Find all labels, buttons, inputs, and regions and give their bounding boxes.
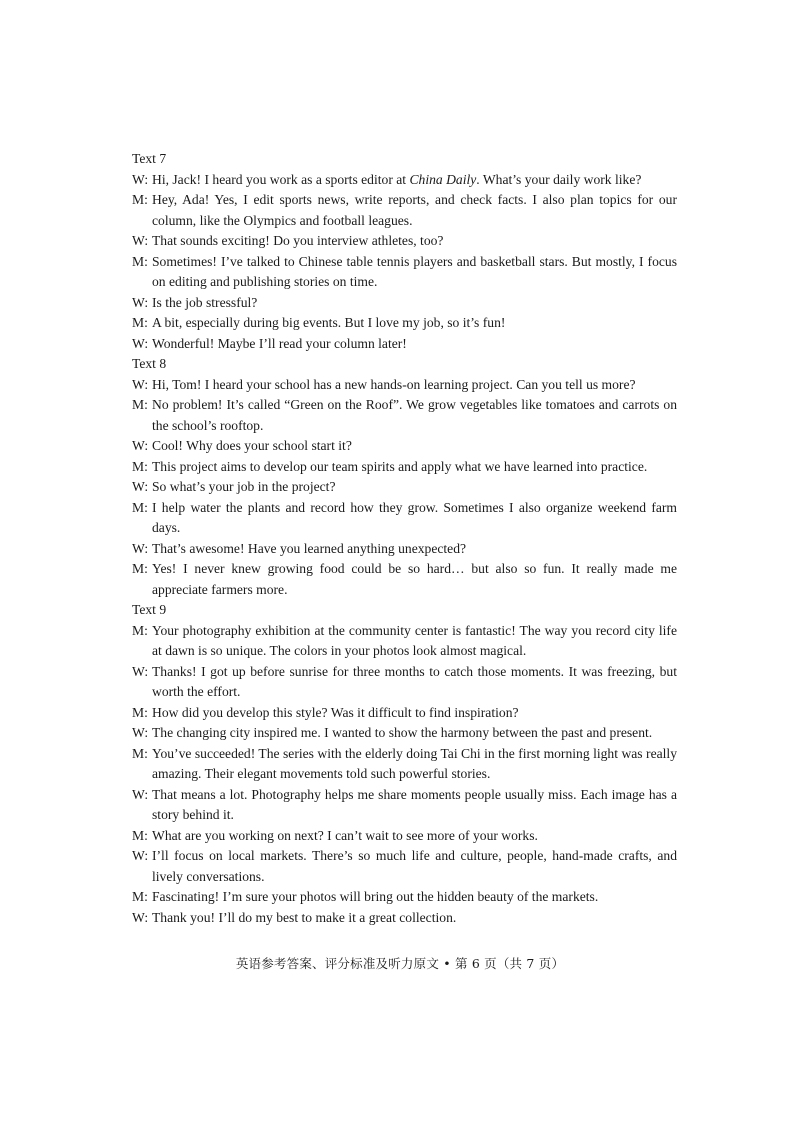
dialogue-line xyxy=(132,744,677,785)
speaker-label: W: xyxy=(132,663,149,679)
speaker-label: M: xyxy=(132,889,148,904)
dialogue-line xyxy=(132,846,677,887)
speaker-label: W: xyxy=(132,294,149,310)
dialogue-line xyxy=(132,252,677,293)
line-text: This project aims to develop our team spirits and apply what we have learned into practice. xyxy=(152,458,648,474)
speaker-label: W: xyxy=(132,479,149,494)
speaker-label: W: xyxy=(132,335,149,351)
section-title: Text 8 xyxy=(132,356,167,371)
speaker-label: W: xyxy=(132,376,149,392)
speaker-label: M: xyxy=(132,315,148,330)
dialogue-line xyxy=(132,395,677,436)
page-footer: 英语参考答案、评分标准及听力原文 • 第 6 页（共 7 页） xyxy=(235,956,565,971)
speaker-label: M: xyxy=(132,827,148,843)
speaker-label: W: xyxy=(132,909,149,925)
line-text: The changing city inspired me. I wanted to show the harmony between the past and present. xyxy=(152,725,653,740)
dialogue-line xyxy=(132,908,677,929)
speaker-label: M: xyxy=(132,499,148,515)
speaker-label: W: xyxy=(132,438,149,453)
speaker-label: M: xyxy=(132,745,148,761)
line-text: I help water the plants and record how they grow. Sometimes I also organize weekend farm days. xyxy=(152,499,677,535)
section-title: Text 9 xyxy=(132,602,167,617)
section-text-8 xyxy=(132,354,677,600)
dialogue-line xyxy=(132,723,677,744)
dialogue-line xyxy=(132,457,677,478)
dialogue-line xyxy=(132,231,677,252)
speaker-label: W: xyxy=(132,233,149,248)
dialogue-line xyxy=(132,785,677,826)
section-text-9 xyxy=(132,600,677,928)
speaker-label: M: xyxy=(132,397,148,412)
line-text: Sometimes! I’ve talked to Chinese table tennis players and basketball stars. But mostly, I focus on editing and publishing stories on time. xyxy=(152,253,677,289)
line-text: That sounds exciting! Do you interview athletes, too? xyxy=(152,233,444,248)
line-text: Hi, Jack! I heard you work as a sports editor at xyxy=(152,171,410,187)
line-text: . What’s your daily work like? xyxy=(476,171,642,187)
speaker-label: W: xyxy=(132,171,149,187)
speaker-label: M: xyxy=(132,704,148,720)
dialogue-line xyxy=(132,477,677,498)
speaker-label: M: xyxy=(132,561,148,576)
line-text: That means a lot. Photography helps me share moments people usually miss. Each image has a story behind it. xyxy=(152,786,677,822)
line-text: How did you develop this style? Was it difficult to find inspiration? xyxy=(152,704,519,720)
speaker-label: W: xyxy=(132,725,149,740)
dialogue-line xyxy=(132,436,677,457)
dialogue-line xyxy=(132,498,677,539)
line-text: Hi, Tom! I heard your school has a new hands-on learning project. Can you tell us more? xyxy=(152,376,636,392)
line-text: No problem! It’s called “Green on the Roof”. We grow vegetables like tomatoes and carrots on the school’s rooftop. xyxy=(152,397,677,433)
section-title: Text 7 xyxy=(132,151,167,166)
line-text: Cool! Why does your school start it? xyxy=(152,438,352,453)
dialogue-line xyxy=(132,190,677,231)
line-text: Wonderful! Maybe I’ll read your column later! xyxy=(152,335,407,351)
dialogue-line xyxy=(132,539,677,560)
line-text: Thank you! I’ll do my best to make it a great collection. xyxy=(152,909,457,925)
dialogue-line xyxy=(132,887,677,908)
dialogue-line xyxy=(132,170,677,191)
dialogue-line xyxy=(132,662,677,703)
speaker-label: M: xyxy=(132,458,148,474)
newspaper-name: China Daily xyxy=(409,171,477,187)
line-text: What are you working on next? I can’t wait to see more of your works. xyxy=(152,827,538,843)
transcript-body xyxy=(132,149,677,928)
line-text: Hey, Ada! Yes, I edit sports news, write reports, and check facts. I also plan topics for our column, like the Olympics and football leagues. xyxy=(152,192,677,228)
line-text: Is the job stressful? xyxy=(152,294,258,310)
dialogue-line xyxy=(132,826,677,847)
line-text: That’s awesome! Have you learned anything unexpected? xyxy=(152,540,467,556)
line-text: You’ve succeeded! The series with the elderly doing Tai Chi in the first morning light was really amazing. Their elegant movements told such powerful stories. xyxy=(152,745,677,781)
line-text: Fascinating! I’m sure your photos will bring out the hidden beauty of the markets. xyxy=(152,889,599,904)
line-text: So what’s your job in the project? xyxy=(152,479,336,494)
dialogue-line xyxy=(132,703,677,724)
line-text: Yes! I never knew growing food could be so hard… but also so fun. It really made me appreciate farmers more. xyxy=(152,561,677,597)
section-text-7 xyxy=(132,149,677,354)
dialogue-line xyxy=(132,313,677,334)
speaker-label: M: xyxy=(132,253,148,269)
dialogue-line xyxy=(132,375,677,396)
line-text: Thanks! I got up before sunrise for three months to catch those moments. It was freezing, but worth the effort. xyxy=(152,663,677,699)
line-text: A bit, especially during big events. But I love my job, so it’s fun! xyxy=(152,315,506,330)
line-text: Your photography exhibition at the community center is fantastic! The way you record city life at dawn is so unique. The colors in your photos look almost magical. xyxy=(152,622,677,658)
speaker-label: W: xyxy=(132,786,149,802)
line-text: I’ll focus on local markets. There’s so much life and culture, people, hand-made crafts, and lively conversations. xyxy=(152,848,677,884)
dialogue-line xyxy=(132,559,677,600)
dialogue-line xyxy=(132,621,677,662)
dialogue-line xyxy=(132,334,677,355)
dialogue-line xyxy=(132,293,677,314)
speaker-label: M: xyxy=(132,622,148,638)
speaker-label: W: xyxy=(132,540,149,556)
speaker-label: W: xyxy=(132,848,149,863)
speaker-label: M: xyxy=(132,192,148,207)
